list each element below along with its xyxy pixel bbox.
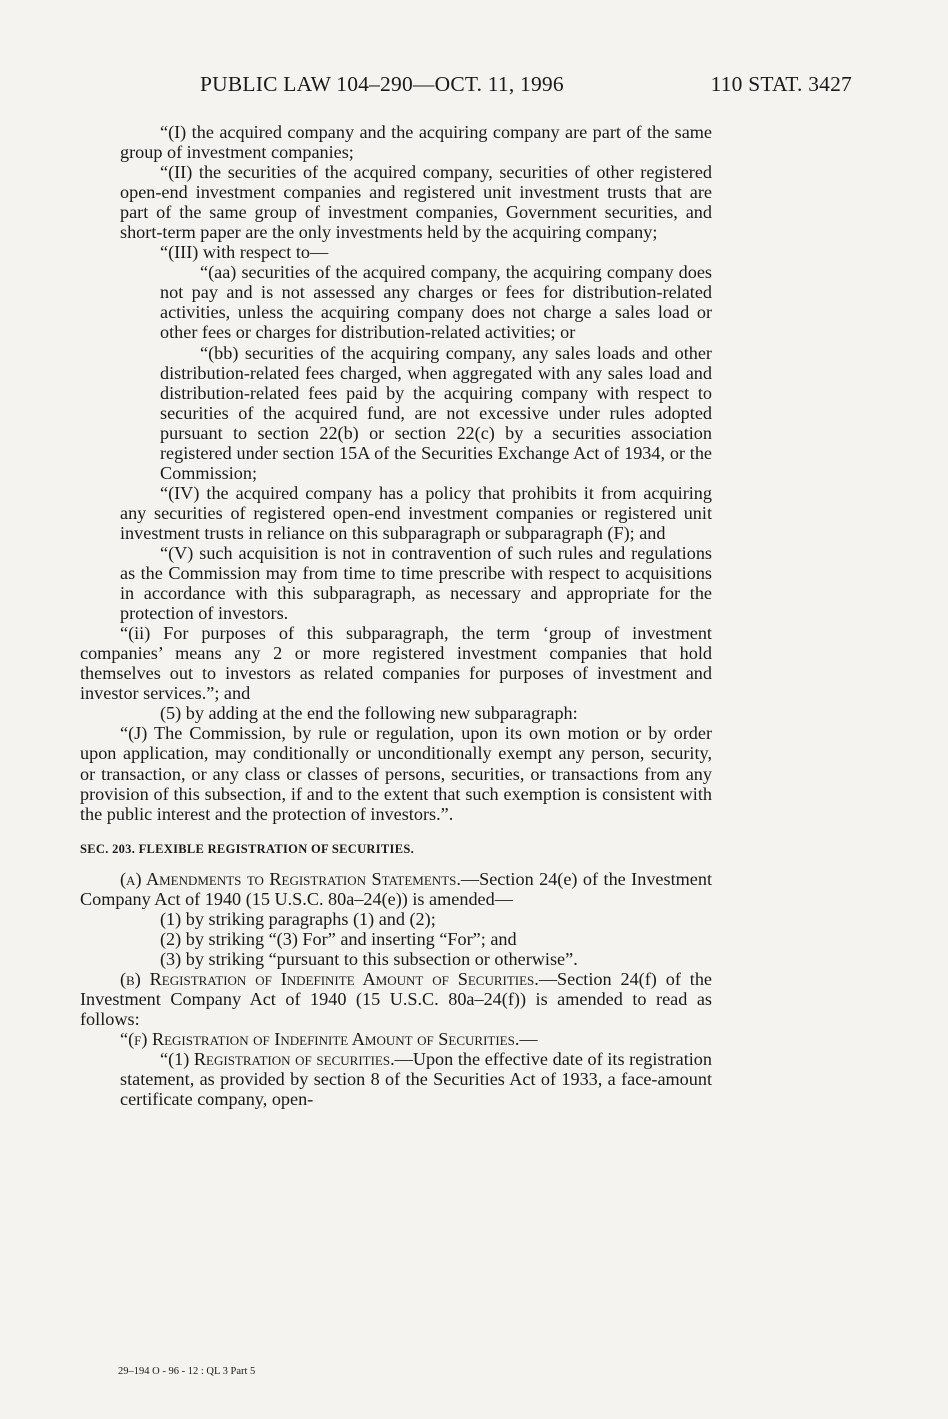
amendment-3: (3) by striking “pursuant to this subsection or otherwise”. [160,948,578,969]
clause-IV: “(IV) the acquired company has a policy that prohibits it from acquiring any securities of registered open-end investment companies or registered unit investment trusts in reliance on this subparagraph or subparagraph (F); and [120,482,712,543]
header-public-law: PUBLIC LAW 104–290—OCT. 11, 1996 [200,72,564,96]
subsection-a-text: —Section 24(e) of the Investment Company Act of 1940 (15 U.S.C. 80a–24(e)) is amended— [80,868,712,909]
item-bb: “(bb) securities of the acquiring company, any sales loads and other distribution-related fees charged, when aggregated with any sales load and distribution-related fees paid by the acquiring company with respect to securities of the acquired fund, are not excessive under rules adopted pursuant to section 22(b) or section 22(c) by a securities association registered under section 15A of the Securities Exchange Act of 1934, or the Commission; [160,342,712,483]
section-heading: SEC. 203. FLEXIBLE REGISTRATION OF SECURITIES. [80,841,415,856]
item-aa: “(aa) securities of the acquired company, the acquiring company does not pay and is not assessed any charges or fees for distribution-related activities, unless the acquiring company does not charge a sales load or other fees or charges for distribution-related activities; or [160,262,712,343]
clause-ii: “(ii) For purposes of this subparagraph, the term ‘group of investment companies’ means any 2 or more registered investment companies that hold themselves out to investors as related companies for purposes of investment and investor services.”; and [80,623,712,704]
paragraph-f1-caption: “(1) Registration of securities. [160,1049,395,1070]
subsection-b-text: —Section 24(f) of the Investment Company Act of 1940 (15 U.S.C. 80a–24(f)) is amended to read as follows: [80,968,712,1029]
subsection-f-heading [80,1029,712,1049]
body-text [80,122,712,1109]
paragraph-f1 [80,1049,712,1109]
clause-III: “(III) with respect to— [160,242,329,263]
clause-V: “(V) such acquisition is not in contravention of such rules and regulations as the Commission may from time to time prescribe with respect to acquisitions in accordance with this subparagraph, as necessary and appropriate for the protection of investors. [120,542,712,624]
subsection-f-caption: “(f) Registration of Indefinite Amount of Securities. [120,1029,520,1050]
paragraph-5: (5) by adding at the end the following new subparagraph: [160,703,578,724]
header-stat-page: 110 STAT. 3427 [710,72,852,96]
subsection-b [80,969,712,1029]
paragraph-f1-text: —Upon the effective date of its registration statement, as provided by section 8 of the Securities Act of 1933, a face-amount certificate company, open- [120,1049,712,1110]
amendment-1: (1) by striking paragraphs (1) and (2); [160,908,436,929]
subsection-b-caption: (b) Registration of Indefinite Amount of Securities. [120,968,539,989]
printer-footer: 29–194 O - 96 - 12 : QL 3 Part 5 [118,1366,256,1377]
subsection-f-dash: — [519,1029,538,1050]
subsection-a [80,869,712,909]
subparagraph-J: “(J) The Commission, by rule or regulation, upon its own motion or by order upon application, may conditionally or unconditionally exempt any person, security, or transaction, or any class or classes of persons, securities, or transactions from any provision of this subsection, if and to the extent that such exemption is consistent with the public interest and the protection of investors.”. [80,723,712,824]
clause-II: “(II) the securities of the acquired company, securities of other registered open-end investment companies and registered unit investment trusts that are part of the same group of investment companies, Government securities, and short-term paper are the only investments held by the acquiring company; [120,162,712,243]
amendment-2: (2) by striking “(3) For” and inserting “For”; and [160,928,517,949]
clause-I: “(I) the acquired company and the acquiring company are part of the same group of investment companies; [120,122,712,163]
subsection-a-caption: (a) Amendments to Registration Statements. [120,868,461,889]
